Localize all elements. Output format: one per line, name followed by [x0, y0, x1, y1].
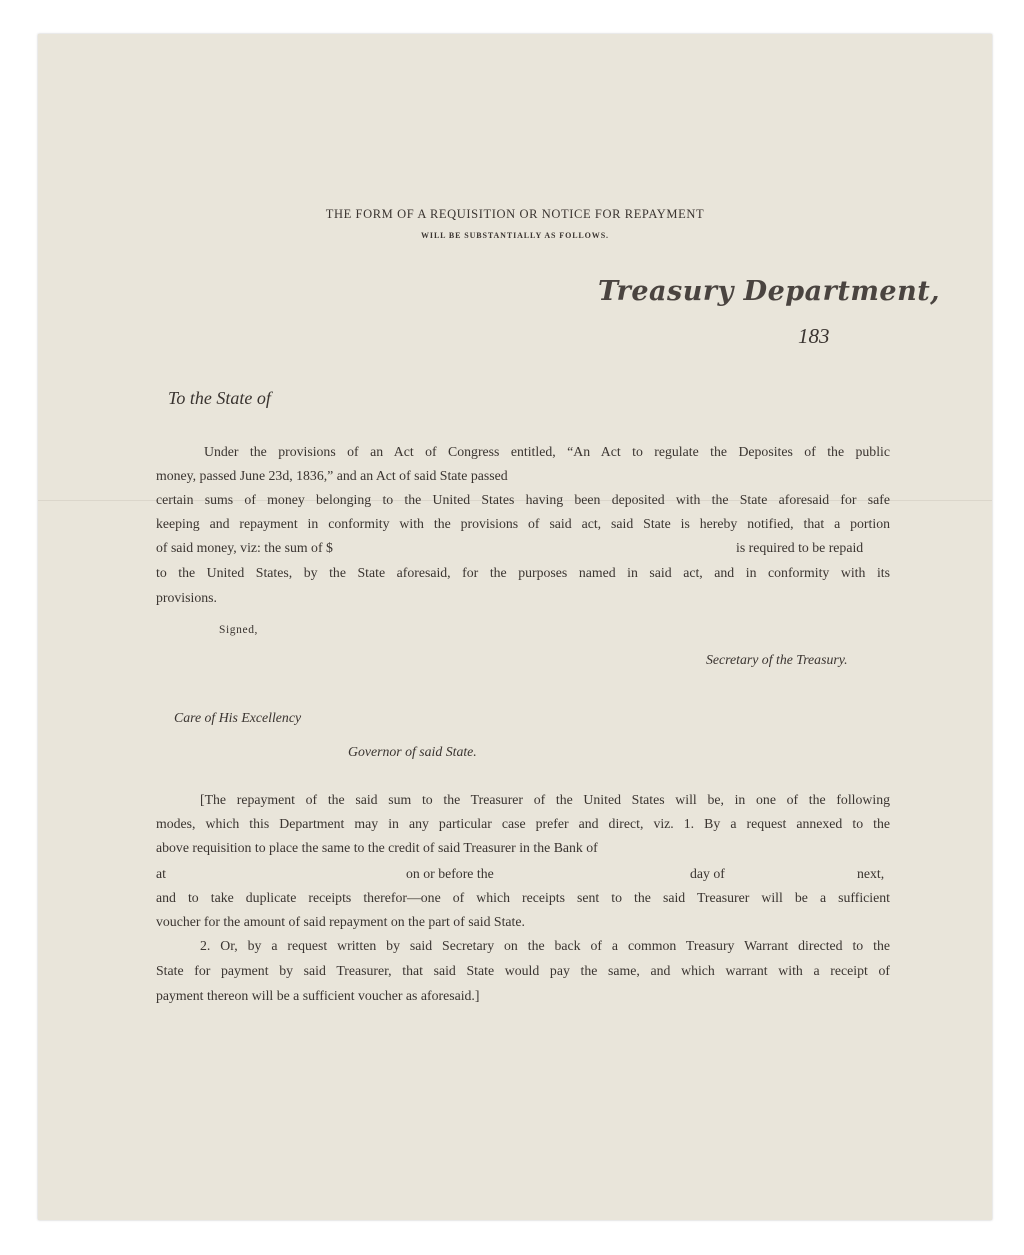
body-line: keeping and repayment in conformity with the provisions of said act, said State is hereby notified, that a portion	[156, 516, 890, 531]
secretary-title: Secretary of the Treasury.	[706, 652, 848, 667]
note-line: on or before the	[406, 866, 494, 881]
body-line: of said money, viz: the sum of $	[156, 540, 333, 555]
note-line: payment thereon will be a sufficient voucher as aforesaid.]	[156, 988, 480, 1003]
note-line: voucher for the amount of said repayment on the part of said State.	[156, 914, 525, 929]
note-line: next,	[857, 866, 885, 881]
note-line: State for payment by said Treasurer, that said State would pay the same, and which warrant with a receipt of	[156, 963, 890, 978]
note-line: [The repayment of the said sum to the Treasurer of the United States will be, in one of the following	[200, 792, 890, 807]
document-page	[38, 34, 992, 1220]
body-line: provisions.	[156, 590, 217, 605]
note-line: at	[156, 866, 166, 881]
form-heading: THE FORM OF A REQUISITION OR NOTICE FOR REPAYMENT	[325, 207, 705, 221]
year-field: 183	[798, 324, 830, 348]
note-line: 2. Or, by a request written by said Secretary on the back of a common Treasury Warrant directed to the	[200, 938, 890, 953]
body-line: money, passed June 23d, 1836,” and an Act of said State passed	[156, 468, 508, 483]
note-line: day of	[690, 866, 725, 881]
governor-line: Governor of said State.	[348, 744, 477, 759]
salutation: To the State of	[168, 388, 271, 408]
signed-label: Signed,	[219, 624, 259, 636]
body-line: to the United States, by the State aforesaid, for the purposes named in said act, and in conformity with its	[156, 565, 890, 580]
body-line: certain sums of money belonging to the United States having been deposited with the State aforesaid for safe	[156, 492, 890, 507]
note-line: and to take duplicate receipts therefor—one of which receipts sent to the said Treasurer will be a sufficient	[156, 890, 890, 905]
note-line: above requisition to place the same to the credit of said Treasurer in the Bank of	[156, 840, 598, 855]
body-line: is required to be repaid	[736, 540, 864, 555]
care-of-line: Care of His Excellency	[174, 710, 302, 725]
treasury-department-title: Treasury Department,	[598, 276, 941, 307]
note-line: modes, which this Department may in any particular case prefer and direct, viz. 1. By a request annexed to the	[156, 816, 890, 831]
form-subheading: WILL BE SUBSTANTIALLY AS FOLLOWS.	[421, 231, 609, 240]
body-line: Under the provisions of an Act of Congress entitled, “An Act to regulate the Deposites of the public	[204, 444, 890, 459]
